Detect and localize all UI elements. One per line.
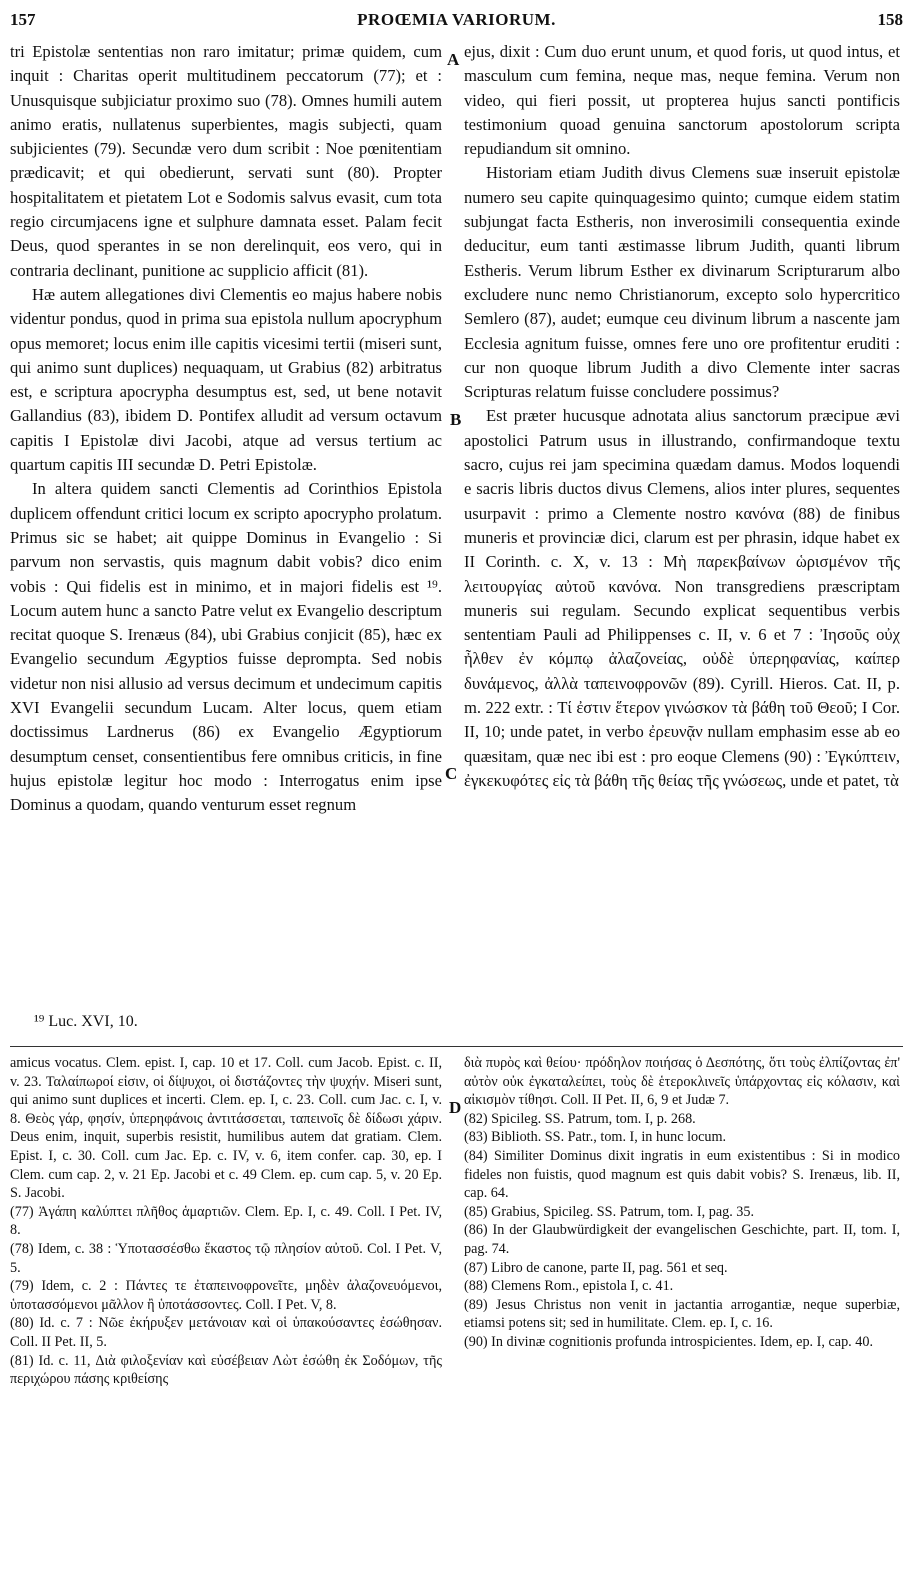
note: (86) In der Glaubwürdigkeit der evangelischen Geschichte, part. II, tom. I, pag. 74. [464, 1222, 900, 1257]
page-number-right: 158 [877, 10, 903, 29]
note: (79) Idem, c. 2 : Πάντες τε ἐταπεινοφρονεῖτε, μηδὲν ἀλαζονευόμενοι, ὑποτασσόμενοι μᾶλλον ἢ ὑποτάσσοντες. Coll. I Pet. V, 8. [10, 1278, 442, 1313]
note: (82) Spicileg. SS. Patrum, tom. I, p. 268. [464, 1110, 696, 1127]
page-number-left: 157 [10, 10, 36, 29]
left-paragraph: tri Epistolæ sententias non raro imitatur; primæ quidem, cum inquit : Charitas operit multitudinem peccatorum (77); et : Unusquisque subjiciatur proximo suo (78). Omnes humili autem animo eratis, nullatenus superbientes, magis subjecti, quam subjicientes (79). Secundæ vero dum scribit : Noe pœnitentiam prædicavit; et qui obedierunt, servati sunt (80). Propter hospitalitatem et pietatem Lot e Sodomis salvus evasit, cum tota regio circumjacens igne et sulphure damnata esset. Palam fecit Deus, quod sperantes in se non derelinquit, eos vero, qui in contraria declinant, punitione ac supplicio afficit (81). [10, 42, 442, 280]
notes-left-column [10, 1054, 442, 1389]
note: (81) Id. c. 11, Διὰ φιλοξενίαν καὶ εὐσέβειαν Λὼτ ἐσώθη ἐκ Σοδόμων, τῆς περιχώρου πάσης κριθείσης [10, 1352, 442, 1388]
right-column [464, 40, 900, 793]
notes-right-column [464, 1054, 900, 1352]
margin-letter-c: C [445, 764, 458, 783]
note: (83) Biblioth. SS. Patr., tom. I, in hunc locum. [464, 1129, 727, 1146]
note: (85) Grabius, Spicileg. SS. Patrum, tom. I, pag. 35. [464, 1203, 755, 1220]
right-paragraph: Historiam etiam Judith divus Clemens suæ inseruit epistolæ numero seu capite quinquagesimo quinto; cumque eidem statim subjungat facta Estheris, non inverosimili consequentia exinde deducitur, eum tanti æstimasse librum Judith, quanti librum Estheris. Verum librum Esther ex divinarum Scripturarum albo excludere nunc nemo Christianorum, excepto solo hypercritico Semlero (87), audet; eumque ceu divinum librum a nascente jam Ecclesia agnitum fuisse, omnes fere uno ore profitentur eruditi : cur non quoque librum Judith a divo Clemente inter sacras Scripturas relatum fuisse concludere possimus? [464, 163, 900, 402]
note: διὰ πυρὸς καὶ θείου· πρόδηλον ποιήσας ὁ Δεσπότης, ὅτι τοὺς ἐλπίζοντας ἐπ' αὐτὸν οὐκ ἐγκαταλείπει, τοὺς δὲ ἑτεροκλινεῖς ὑπάρχοντας εἰς κόλασιν, καὶ αἰκισμὸν τίθησι. Coll. II Pet. II, 6, 9 et Judæ 7. [464, 1055, 900, 1109]
note: (90) In divinæ cognitionis profunda introspicientes. Idem, ep. I, cap. 40. [464, 1333, 873, 1350]
right-paragraph: ejus, dixit : Cum duo erunt unum, et quod foris, ut quod intus, et masculum cum femina, neque mas, neque femina. Verum non video, qui fieri possit, ut propterea hujus sancti pontificis testimonium quoad genuina sanctorum apostolorum scripta repudiandum sit omnino. [464, 42, 900, 159]
notes-divider [10, 1046, 903, 1047]
left-paragraph: In altera quidem sancti Clementis ad Corinthios Epistola duplicem offendunt critici locum ex scripto apocrypho prolatum. Primus sic se habet; ait quippe Dominus in Evangelio : Si parvum non servastis, quis magnum dabit vobis? dico enim vobis : Qui fidelis est in minimo, et in majori fidelis est ¹⁹. Locum autem hunc a sancto Patre velut ex Evangelio descriptum recitat quoque S. Irenæus (84), ubi Grabius conjicit (85), hæc ex Evangelio secundum Ægyptios fuisse deprompta. Sed nobis videtur non nisi allusio ad versus decimum et undecimum capitis XVI Evangelii secundum Lucam. Alter locus, quem etiam doctissimus Lardnerus (86) ex Evangelio Ægyptiorum desumptum censet, consentientibus fere omnibus criticis, in fine hujus epistolæ legitur hoc modo : Interrogatus enim ipse Dominus a quodam, quando venturum esset regnum [10, 479, 442, 815]
note: (80) Id. c. 7 : Νῶε ἐκήρυξεν μετάνοιαν καὶ οἱ ὑπακούσαντες ἐσώθησαν. Coll. II Pet. II, 5. [10, 1315, 442, 1350]
note: (87) Libro de canone, parte II, pag. 561 et seq. [464, 1259, 728, 1276]
note: amicus vocatus. Clem. epist. I, cap. 10 et 17. Coll. cum Jacob. Epist. c. II, v. 23. Ταλαίπωροί εἰσιν, οἱ δίψυχοι, οἱ διστάζοντες τὴν ψυχήν. Miseri sunt, qui animo sunt duplices et incerti. Clem. ep. I, c. 23. Coll. cum Jac. c. I, v. 8. Θεὸς γάρ, φησίν, ὑπερηφάνοις ἀντιτάσσεται, ταπεινοῖς δὲ δίδωσι χάριν. Deus enim, inquit, superbis resistit, humilibus autem dat gratiam. Clem. Epist. I, c. 30. Coll. cum Jac. Ep. c. IV, v. 6, item confer. cap. 30, ep. I Clem. cum cap. 2, v. 21 Ep. Jacobi et c. 49 Clem. ep. cum cap. 5, v. 20 Ep. S. Jacobi. [10, 1055, 442, 1202]
text-footnote: ¹⁹ Luc. XVI, 10. [34, 1013, 138, 1030]
right-paragraph: Est præter hucusque adnotata alius sanctorum præcipue ævi apostolici Patrum usus in illustrando, confirmandoque textu sacro, cujus rei jam specimina quædam damus. Modos loquendi e sacris libris ductos divus Clemens, alios inter plures, sequentes usurpavit : primo a Clemente nostro κανόνα (88) de finibus muneris et provinciæ dici, clarum est per phrasin, idque habet ex II Corinth. c. X, v. 13 : Μὴ παρεκβαίνων ὡρισμένον τῆς λειτουργίας αὐτοῦ κανόνα. Non transgrediens præscriptam muneris sui regulam. Secundo explicat sequentibus verbis sententiam Pauli ad Philippenses c. II, v. 6 et 7 : Ἰησοῦς οὐχ ἦλθεν ἐν κόμπῳ ἀλαζονείας, οὐδὲ ὑπερηφανίας, καίπερ δυνάμενος, ἀλλὰ ταπεινοφρονῶν (89). Cyrill. Hieros. Cat. II, p. m. 222 extr. : Τί ἐστιν ἕτερον γινώσκον τὰ βάθη τοῦ Θεοῦ; I Cor. II, 10; unde patet, in verbo ἐρευνᾷν nullam emphasim esse ab eo quæsitam, quæ nec ibi est : pro eoque Clemens (90) : Ἐγκύπτειν, ἐγκεκυφότες εἰς τὰ βάθη τῆς θείας τῆς γνώσεως, unde et patet, τὰ [464, 406, 900, 790]
margin-letter-a: A [447, 50, 460, 69]
margin-letter-d: D [449, 1098, 462, 1117]
note: (89) Jesus Christus non venit in jactantia arrogantiæ, neque superbiæ, etiamsi potens sit; sed in humilitate. Clem. ep. I, c. 16. [464, 1296, 900, 1332]
running-title: PROŒMIA VARIORUM. [357, 10, 556, 29]
note: (84) Similiter Dominus dixit ingratis in eum existentibus : Si in modico fideles non fuistis, quod magnum est quis dabit vobis? S. Irenæus, lib. II, cap. 64. [464, 1147, 900, 1202]
note: (88) Clemens Rom., epistola I, c. 41. [464, 1278, 674, 1295]
running-header [10, 6, 903, 36]
left-column [10, 40, 442, 818]
margin-letter-b: B [450, 410, 462, 429]
note: (78) Idem, c. 38 : Ὑποτασσέσθω ἕκαστος τῷ πλησίον αὐτοῦ. Col. I Pet. V, 5. [10, 1240, 442, 1276]
left-paragraph: Hæ autem allegationes divi Clementis eo majus habere nobis videntur pondus, quod in prima sua epistola nullum apocryphum opus memoret; locus enim ille capitis vicesimi tertii (miseri sunt, qui animo sunt duplices) nequaquam, ut Grabius (82) arbitratus est, e scriptura apocrypha desumptus est, sed, ut bene notavit Gallandius (83), ibidem D. Pontifex alludit ad versum octavum capitis I Epistolæ divi Jacobi, atque ad versus tertium ac quartum capitis III secundæ D. Petri Epistolæ. [10, 284, 442, 475]
note: (77) Ἀγάπη καλύπτει πλῆθος ἁμαρτιῶν. Clem. Ep. I, c. 49. Coll. I Pet. IV, 8. [10, 1203, 442, 1239]
